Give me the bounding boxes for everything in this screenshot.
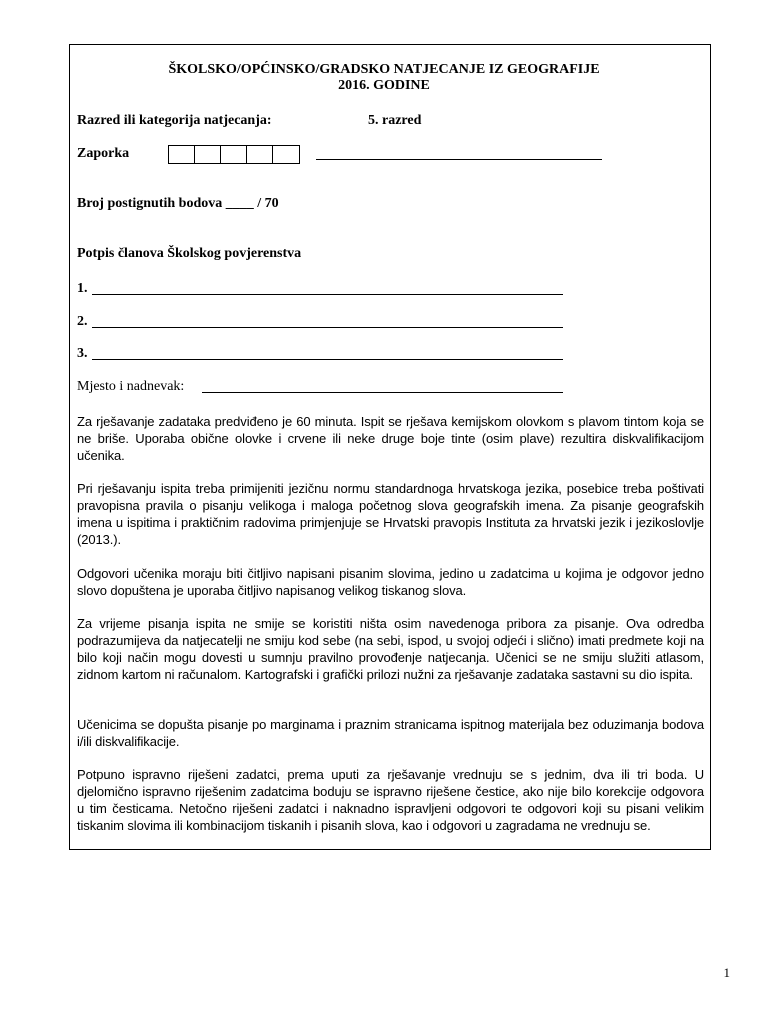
signature-1-number: 1.: [77, 281, 88, 296]
code-boxes[interactable]: [168, 145, 300, 164]
signature-2-line[interactable]: [92, 314, 563, 328]
competition-year: 2016. GODINE: [338, 78, 430, 93]
signature-1-line[interactable]: [92, 281, 563, 295]
instruction-paragraph: Za rješavanje zadataka predviđeno je 60 minuta. Ispit se rješava kemijskom olovkom s plavom tintom koja se ne briše. Uporaba obične olovke i crvene ili neke druge boje tinte (osim plave) rezultira diskvalifikacijom učenika.: [77, 414, 704, 463]
signatures-label: Potpis članova Školskog povjerenstva: [77, 246, 302, 261]
competition-title: ŠKOLSKO/OPĆINSKO/GRADSKO NATJECANJE IZ GEOGRAFIJE: [168, 62, 600, 77]
code-box[interactable]: [221, 146, 247, 163]
category-label: Razred ili kategorija natjecanja:: [77, 113, 272, 128]
signature-3-number: 3.: [77, 346, 88, 361]
signature-3-line[interactable]: [92, 346, 563, 360]
code-box[interactable]: [273, 146, 299, 163]
instruction-paragraph: Pri rješavanju ispita treba primijeniti jezičnu normu standardnoga hrvatskoga jezika, posebice treba poštivati pravopisna pravila o pisanju velikoga i maloga početnog slova geografskih imena. Za pisanje geografskih imena u ispitima i praktičnim radovima primjenjuje se Hrvatski pravopis Instituta za hrvatski jezik i jezikoslovlje (2013.).: [77, 481, 704, 547]
signature-2-number: 2.: [77, 314, 88, 329]
place-date-line[interactable]: [202, 379, 563, 393]
category-value: 5. razred: [368, 113, 422, 128]
page-number: 1: [723, 965, 730, 980]
points-label: Broj postignutih bodova ____ / 70: [77, 196, 279, 211]
instruction-paragraph: Za vrijeme pisanja ispita ne smije se koristiti ništa osim navedenoga pribora za pisanje. Ova odredba podrazumijeva da natjecatelji ne smiju kod sebe (na sebi, ispod, u svojoj odjeći i slično) imati predmete koji na bilo koji način mogu dovesti u sumnju pravilno provođenje natjecanja. Učenici se ne smiju služiti atlasom, zidnom kartom ni računalom. Kartografski i grafički prilozi nužni za rješavanje zadataka sastavni su dio ispita.: [77, 616, 704, 682]
code-box[interactable]: [195, 146, 221, 163]
code-write-line[interactable]: [316, 144, 602, 160]
instruction-paragraph: Učenicima se dopušta pisanje po marginama i praznim stranicama ispitnog materijala bez oduzimanja bodova i/ili diskvalifikacije.: [77, 717, 704, 749]
instruction-paragraph: Potpuno ispravno riješeni zadatci, prema uputi za rješavanje vrednuju se s jednim, dva ili tri boda. U djelomično ispravno riješenim zadatcima boduju se ispravno riješene čestice, ako nije bilo korekcije odgovora u tim česticama. Netočno riješeni zadatci i naknadno ispravljeni odgovori te odgovori koji su pisani velikim tiskanim slovima ili kombinacijom tiskanih i pisanih slova, kao i odgovori u zagradama ne vrednuju se.: [77, 767, 704, 833]
place-date-label: Mjesto i nadnevak:: [77, 379, 185, 394]
code-label: Zaporka: [77, 146, 130, 161]
code-box[interactable]: [247, 146, 273, 163]
code-box[interactable]: [169, 146, 195, 163]
instruction-paragraph: Odgovori učenika moraju biti čitljivo napisani pisanim slovima, jedino u zadatcima u kojima je odgovor jedno slovo dopuštena je uporaba čitljivo napisanog velikog tiskanog slova.: [77, 566, 704, 598]
